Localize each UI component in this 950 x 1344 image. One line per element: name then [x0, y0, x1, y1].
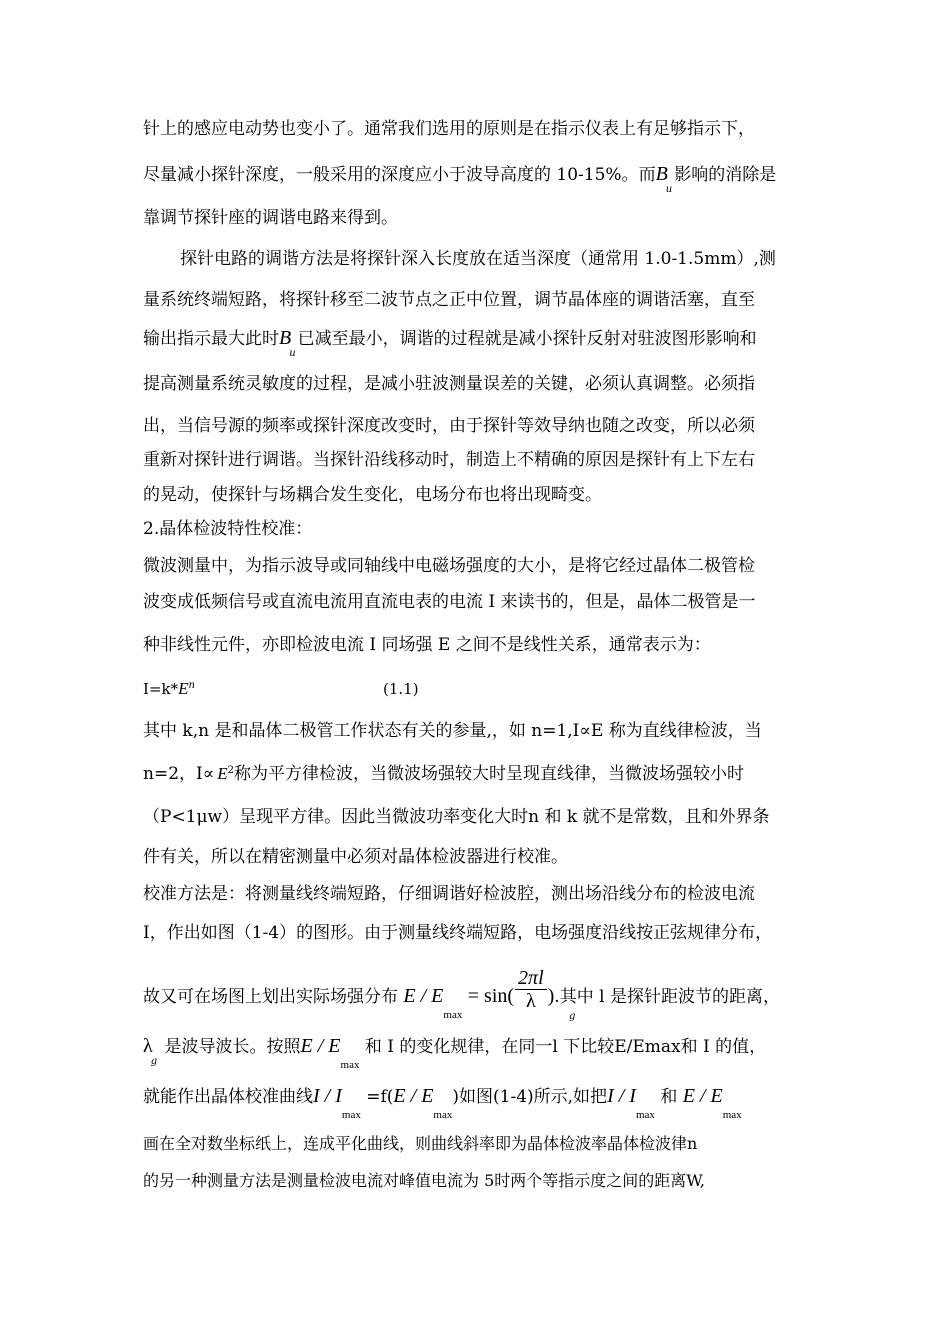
text-line: 提高测量系统灵敏度的过程，是减小驻波测量误差的关键，必须认真调整。必须指 — [143, 374, 755, 394]
math-symbol: B — [279, 327, 292, 349]
text-line: 微波测量中，为指示波导或同轴线中电磁场强度的大小，是将它经过晶体二极管检 — [143, 556, 755, 576]
subscript: g — [150, 1056, 158, 1067]
subscript: g — [569, 1011, 576, 1022]
math-symbol: E — [178, 679, 189, 698]
text-line: 输出指示最大此时$B_u$已减至最小，调谐的过程就是减小探针反射对驻波图形影响和 — [143, 327, 757, 359]
math-expression: E / E — [393, 1085, 434, 1107]
subscript: u — [289, 348, 296, 359]
subscript: max — [340, 1059, 360, 1071]
text-line: I，作出如图（1-4）的图形。由于测量线终端短路，电场强度沿线按正弦规律分布， — [143, 923, 773, 943]
math-expression: I / I — [607, 1085, 636, 1107]
text-line: 重新对探针进行调谐。当探针沿线移动时，制造上不精确的原因是探针有上下左右 — [143, 450, 755, 470]
equation-line: $I=k*E^n$ — [143, 679, 195, 698]
text-line: 针上的感应电动势也变小了。通常我们选用的原则是在指示仪表上有足够指示下， — [143, 119, 755, 139]
math-expression: E / E — [682, 1085, 723, 1107]
fraction-numerator: 2πl — [515, 967, 547, 990]
subscript: max — [443, 1009, 463, 1021]
text-line: 件有关，所以在精密测量中必须对晶体检波器进行校准。 — [143, 847, 568, 867]
text-line: 校准方法是：将测量线终端短路，仔细调谐好检波腔，测出场沿线分布的检波电流 — [143, 884, 755, 904]
text-line: 故又可在场图上划出实际场强分布 $E / E_{max} = \sin$( $\frac{2\pi l}{\lambda}$ ).其中 l 是探针距波节的距离， — [143, 967, 780, 1021]
math-expression: = sin( — [467, 985, 515, 1007]
subscript: max — [433, 1109, 453, 1121]
math-expression: E / E — [300, 1035, 341, 1057]
math-expression: ) — [547, 985, 555, 1007]
subscript: max — [722, 1109, 742, 1121]
fraction — [515, 967, 547, 1012]
text-line: 尽量减小探针深度，一般采用的深度应小于波导高度的 10-15%。而$B_u$影响的消除是 — [143, 163, 777, 195]
subscript: max — [341, 1109, 361, 1121]
text-line: 出，当信号源的频率或探针深度改变时，由于探针等效导纳也随之改变，所以必须 — [143, 416, 755, 436]
math-symbol: B — [655, 163, 668, 185]
text-line: 就能作出晶体校准曲线$I / I_{max} =f(E / E_{max})$如图(1-4)所示,如把I / $I_{max}$ 和 E / $E_{max}$ — [143, 1085, 742, 1121]
text-line: 量系统终端短路，将探针移至二波节点之正中位置，调节晶体座的调谐活塞，直至 — [143, 290, 755, 310]
text-line: 的另一种测量方法是测量检波电流对峰值电流为 5时两个等指示度之间的距离W, — [143, 1171, 706, 1190]
math-symbol: λ — [143, 1035, 153, 1057]
text-line: 波变成低频信号或直流电流用直流电表的电流 I 来读书的，但是，晶体二极管是一 — [143, 592, 756, 612]
superscript: n — [188, 680, 195, 691]
subscript: max — [635, 1109, 655, 1121]
text-line: 靠调节探针座的调谐电路来得到。 — [143, 208, 398, 228]
fraction-denominator: λ — [525, 990, 536, 1012]
equation-number: (1.1) — [383, 680, 419, 698]
text-line: 的晃动，使探针与场耦合发生变化，电场分布也将出现畸变。 — [143, 485, 602, 505]
math-expression: E / E — [403, 985, 444, 1007]
section-heading: 2.晶体检波特性校准： — [143, 519, 313, 539]
math-expression: I / I — [313, 1085, 342, 1107]
subscript: u — [665, 184, 673, 195]
text-line: $\lambda_g$ 是波导波长。按照E / $E_{max}$ 和 I 的变化规律，在同一l 下比较E/Emax和 I 的值， — [143, 1035, 767, 1071]
text-line: 其中 k,n 是和晶体二极管工作状态有关的参量,，如 n=1,I∝E 称为直线律检波，当 — [143, 721, 762, 741]
text-line: 探针电路的调谐方法是将探针深入长度放在适当深度（通常用 1.0-1.5mm）,测 — [180, 249, 776, 269]
text-line: 画在全对数坐标纸上，连成平化曲线，则曲线斜率即为晶体检波率晶体检波律n — [143, 1134, 698, 1153]
superscript: 2 — [227, 765, 234, 776]
text-line: 种非线性元件，亦即检波电流 I 同场强 E 之间不是线性关系，通常表示为： — [143, 635, 711, 655]
text-line: （P<1μw）呈现平方律。因此当微波功率变化大时n 和 k 就不是常数，且和外界条 — [143, 807, 770, 827]
math-symbol: E — [217, 764, 228, 783]
text-line: n=2，$I\propto E^2$称为平方律检波，当微波场强较大时呈现直线律，当微波场强较小时 — [143, 764, 744, 784]
